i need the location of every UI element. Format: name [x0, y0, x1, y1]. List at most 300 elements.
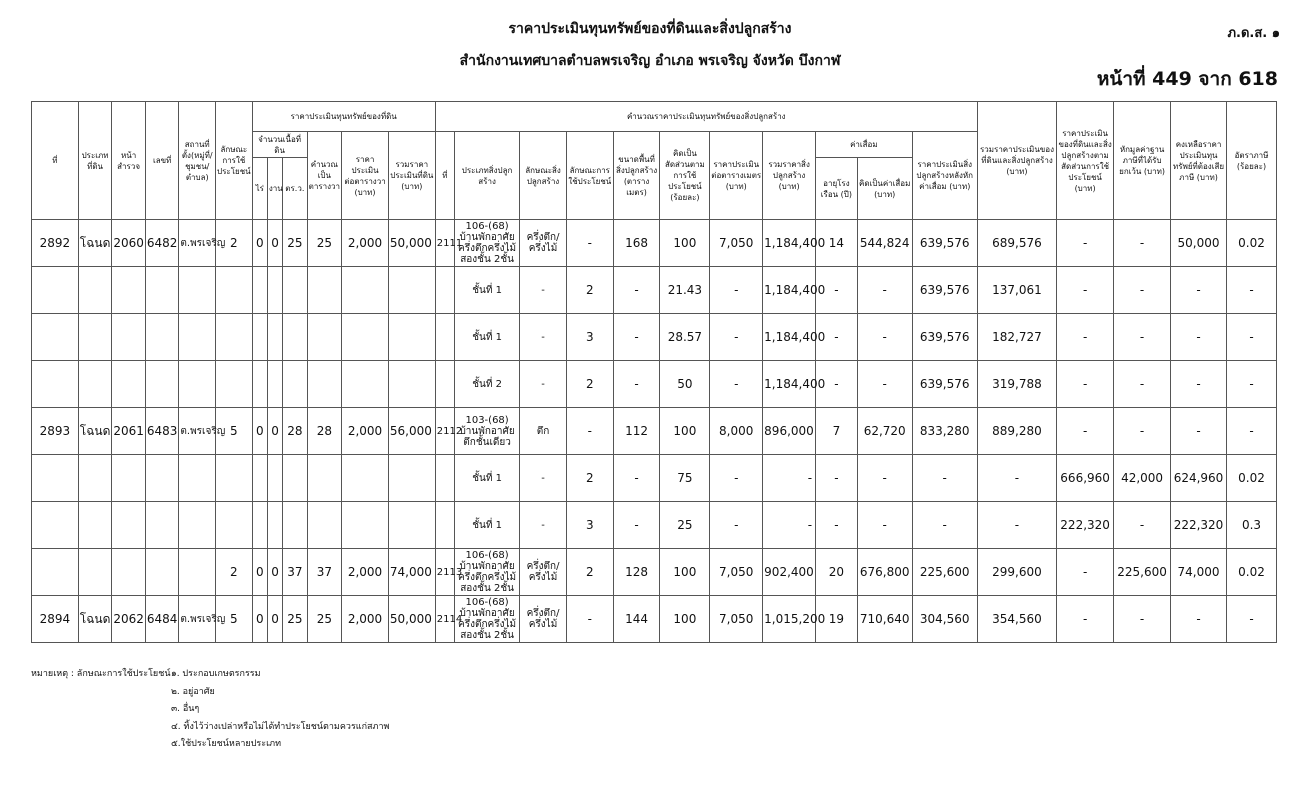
- col-ngan: งาน: [267, 158, 282, 220]
- cell-total: 354,560: [977, 596, 1056, 643]
- cell-building-pct: 100: [660, 220, 710, 267]
- col-usage: ลักษณะการใช้ประโยชน์: [216, 102, 253, 220]
- cell-rate: -: [1226, 361, 1276, 408]
- col-taxable: คงเหลือราคาประเมินทุนทรัพย์ที่ต้องเสียภาษี (บาท): [1171, 102, 1227, 220]
- cell-dep-value: -: [857, 455, 912, 502]
- cell-wa: [283, 455, 307, 502]
- cell-total: 137,061: [977, 267, 1056, 314]
- cell-building-size: 144: [613, 596, 660, 643]
- cell-building-kind: -: [520, 361, 567, 408]
- cell-building-size: -: [613, 361, 660, 408]
- cell-no: 2892: [32, 220, 79, 267]
- cell-no: [32, 361, 79, 408]
- page-number: หน้าที่ 449 จาก 618: [1096, 68, 1278, 90]
- cell-no: [32, 455, 79, 502]
- notes: [31, 666, 389, 754]
- cell-building-kind: ครึ่งตึก/ครึ่งไม้: [520, 220, 567, 267]
- cell-location: [179, 267, 216, 314]
- cell-ngan: [267, 361, 282, 408]
- col-building-price-sqm: ราคาประเมินต่อตารางเมตร (บาท): [710, 132, 763, 220]
- col-dep-value: คิดเป็นค่าเสื่อม (บาท): [857, 158, 912, 220]
- form-code: ภ.ด.ส. ๑: [1227, 26, 1280, 41]
- group-depreciation: ค่าเสื่อม: [816, 132, 913, 158]
- cell-building-no: [435, 502, 454, 549]
- table-row: [32, 220, 1277, 267]
- cell-building-kind: -: [520, 502, 567, 549]
- cell-ratio-value: -: [1057, 361, 1114, 408]
- cell-building-total: 1,184,400: [763, 314, 816, 361]
- cell-usage: 2: [216, 549, 253, 596]
- table-row: [32, 408, 1277, 455]
- cell-taxable: -: [1171, 596, 1227, 643]
- cell-building-usage: 2: [566, 361, 613, 408]
- cell-building-kind: ครึ่งตึก/ครึ่งไม้: [520, 596, 567, 643]
- cell-doc-no: [145, 361, 179, 408]
- cell-rate: -: [1226, 267, 1276, 314]
- cell-location: ต.พรเจริญ: [179, 408, 216, 455]
- cell-price-per-wa: 2,000: [342, 549, 389, 596]
- cell-calc-sqwa: 25: [307, 220, 342, 267]
- cell-land-total: [388, 502, 435, 549]
- cell-exempt: -: [1114, 220, 1171, 267]
- cell-calc-sqwa: 28: [307, 408, 342, 455]
- group-area: จำนวนเนื้อที่ดิน: [252, 132, 307, 158]
- cell-doc-no: 6482: [145, 220, 179, 267]
- cell-price-per-wa: 2,000: [342, 220, 389, 267]
- cell-no: [32, 502, 79, 549]
- cell-building-type: 106-(68) บ้านพักอาศัยครึ่งตึกครึ่งไม้สองชั้น 2ชั้น: [455, 549, 520, 596]
- cell-calc-sqwa: [307, 455, 342, 502]
- cell-land-total: 50,000: [388, 596, 435, 643]
- cell-after-dep: -: [912, 502, 977, 549]
- cell-price-per-wa: [342, 267, 389, 314]
- cell-doc-type: โฉนด: [78, 408, 112, 455]
- cell-building-no: 2113: [435, 549, 454, 596]
- cell-doc-no: [145, 314, 179, 361]
- cell-usage: [216, 267, 253, 314]
- cell-usage: 2: [216, 220, 253, 267]
- col-total: รวมราคาประเมินของที่ดินและสิ่งปลูกสร้าง (บาท): [977, 102, 1056, 220]
- cell-rai: 0: [252, 220, 267, 267]
- col-building-no: ที่: [435, 132, 454, 220]
- cell-building-no: [435, 455, 454, 502]
- cell-age: 19: [816, 596, 858, 643]
- cell-ngan: [267, 502, 282, 549]
- col-building-total: รวมราคาสิ่งปลูกสร้าง (บาท): [763, 132, 816, 220]
- cell-usage: [216, 502, 253, 549]
- cell-ngan: [267, 314, 282, 361]
- cell-rai: 0: [252, 596, 267, 643]
- cell-calc-sqwa: [307, 314, 342, 361]
- cell-wa: 37: [283, 549, 307, 596]
- cell-doc-no: [145, 455, 179, 502]
- cell-after-dep: 639,576: [912, 361, 977, 408]
- cell-dep-value: -: [857, 267, 912, 314]
- cell-no: 2893: [32, 408, 79, 455]
- cell-dep-value: 710,640: [857, 596, 912, 643]
- cell-no: [32, 314, 79, 361]
- cell-age: 20: [816, 549, 858, 596]
- cell-ratio-value: -: [1057, 549, 1114, 596]
- table-row: [32, 596, 1277, 643]
- cell-total: -: [977, 455, 1056, 502]
- col-exempt: หักมูลค่าฐานภาษีที่ได้รับยกเว้น (บาท): [1114, 102, 1171, 220]
- cell-rai: [252, 361, 267, 408]
- cell-doc-type: โฉนด: [78, 596, 112, 643]
- cell-taxable: -: [1171, 361, 1227, 408]
- cell-after-dep: 225,600: [912, 549, 977, 596]
- cell-usage: 5: [216, 408, 253, 455]
- cell-wa: [283, 361, 307, 408]
- cell-rate: 0.02: [1226, 220, 1276, 267]
- cell-building-pct: 100: [660, 596, 710, 643]
- cell-building-type: ชั้นที่ 1: [455, 267, 520, 314]
- cell-building-total: 1,184,400: [763, 267, 816, 314]
- cell-building-price-sqm: 7,050: [710, 549, 763, 596]
- cell-after-dep: 639,576: [912, 314, 977, 361]
- cell-building-usage: 2: [566, 455, 613, 502]
- cell-dep-value: 544,824: [857, 220, 912, 267]
- col-price-per-wa: ราคาประเมินต่อตารางวา (บาท): [342, 132, 389, 220]
- cell-taxable: 50,000: [1171, 220, 1227, 267]
- cell-location: [179, 502, 216, 549]
- cell-building-price-sqm: -: [710, 314, 763, 361]
- cell-building-total: -: [763, 455, 816, 502]
- cell-survey-page: [112, 267, 146, 314]
- cell-ratio-value: 222,320: [1057, 502, 1114, 549]
- table-row: [32, 502, 1277, 549]
- cell-rate: -: [1226, 314, 1276, 361]
- cell-usage: [216, 361, 253, 408]
- table-row: [32, 267, 1277, 314]
- col-calc-sqwa: คำนวณเป็นตารางวา: [307, 132, 342, 220]
- cell-age: 7: [816, 408, 858, 455]
- notes-label: หมายเหตุ : ลักษณะการใช้ประโยชน์: [31, 669, 171, 679]
- table-row: [32, 549, 1277, 596]
- cell-dep-value: -: [857, 502, 912, 549]
- cell-building-type: 106-(68) บ้านพักอาศัยครึ่งตึกครึ่งไม้สองชั้น 2ชั้น: [455, 220, 520, 267]
- page-title: ราคาประเมินทุนทรัพย์ของที่ดินและสิ่งปลูกสร้าง: [508, 21, 792, 37]
- cell-taxable: 222,320: [1171, 502, 1227, 549]
- cell-ngan: 0: [267, 408, 282, 455]
- cell-taxable: 74,000: [1171, 549, 1227, 596]
- cell-doc-no: 6484: [145, 596, 179, 643]
- cell-age: -: [816, 361, 858, 408]
- cell-building-size: -: [613, 455, 660, 502]
- cell-ngan: 0: [267, 220, 282, 267]
- cell-building-no: 2111: [435, 220, 454, 267]
- cell-wa: 28: [283, 408, 307, 455]
- cell-survey-page: [112, 455, 146, 502]
- cell-taxable: -: [1171, 408, 1227, 455]
- group-land: ราคาประเมินทุนทรัพย์ของที่ดิน: [252, 102, 435, 132]
- cell-land-total: [388, 455, 435, 502]
- cell-price-per-wa: 2,000: [342, 596, 389, 643]
- cell-survey-page: 2061: [112, 408, 146, 455]
- col-no: ที่: [32, 102, 79, 220]
- cell-building-total: 902,400: [763, 549, 816, 596]
- table-body: [32, 220, 1277, 643]
- cell-after-dep: 639,576: [912, 267, 977, 314]
- cell-rai: 0: [252, 408, 267, 455]
- cell-land-total: [388, 361, 435, 408]
- cell-taxable: -: [1171, 314, 1227, 361]
- cell-age: 14: [816, 220, 858, 267]
- cell-building-size: -: [613, 267, 660, 314]
- cell-survey-page: [112, 549, 146, 596]
- col-building-size: ขนาดพื้นที่สิ่งปลูกสร้าง (ตารางเมตร): [613, 132, 660, 220]
- cell-building-price-sqm: -: [710, 455, 763, 502]
- cell-doc-no: [145, 267, 179, 314]
- cell-location: [179, 361, 216, 408]
- cell-building-total: 1,015,200: [763, 596, 816, 643]
- cell-after-dep: 639,576: [912, 220, 977, 267]
- col-land-total: รวมราคาประเมินที่ดิน (บาท): [388, 132, 435, 220]
- note-item: ๔. ทิ้งไว้ว่างเปล่าหรือไม่ได้ทำประโยชน์ตามควรแก่สภาพ: [171, 721, 390, 732]
- cell-building-price-sqm: 7,050: [710, 220, 763, 267]
- cell-total: 299,600: [977, 549, 1056, 596]
- cell-building-size: 168: [613, 220, 660, 267]
- cell-total: 689,576: [977, 220, 1056, 267]
- cell-exempt: -: [1114, 408, 1171, 455]
- cell-building-price-sqm: 7,050: [710, 596, 763, 643]
- cell-location: ต.พรเจริญ: [179, 220, 216, 267]
- cell-total: -: [977, 502, 1056, 549]
- cell-building-price-sqm: -: [710, 502, 763, 549]
- cell-building-total: -: [763, 502, 816, 549]
- col-after-dep: ราคาประเมินสิ่งปลูกสร้างหลังหักค่าเสื่อม (บาท): [912, 132, 977, 220]
- cell-wa: 25: [283, 596, 307, 643]
- cell-wa: [283, 267, 307, 314]
- cell-location: [179, 455, 216, 502]
- col-building-kind: ลักษณะสิ่งปลูกสร้าง: [520, 132, 567, 220]
- cell-building-pct: 100: [660, 549, 710, 596]
- cell-building-no: [435, 267, 454, 314]
- cell-building-kind: ตึก: [520, 408, 567, 455]
- cell-ratio-value: -: [1057, 314, 1114, 361]
- col-location: สถานที่ตั้ง(หมู่ที่/ชุมชน/ตำบล): [179, 102, 216, 220]
- cell-calc-sqwa: 25: [307, 596, 342, 643]
- cell-usage: [216, 455, 253, 502]
- cell-building-usage: -: [566, 220, 613, 267]
- cell-wa: [283, 502, 307, 549]
- cell-rate: 0.02: [1226, 455, 1276, 502]
- cell-land-total: 74,000: [388, 549, 435, 596]
- cell-price-per-wa: [342, 455, 389, 502]
- cell-wa: 25: [283, 220, 307, 267]
- cell-rate: 0.3: [1226, 502, 1276, 549]
- cell-building-kind: -: [520, 314, 567, 361]
- cell-rate: -: [1226, 596, 1276, 643]
- cell-exempt: -: [1114, 361, 1171, 408]
- cell-survey-page: [112, 502, 146, 549]
- cell-building-size: -: [613, 314, 660, 361]
- note-item: ๑. ประกอบเกษตรกรรม: [171, 669, 261, 679]
- note-item: ๓. อื่นๆ: [171, 704, 200, 714]
- cell-building-size: 112: [613, 408, 660, 455]
- cell-building-pct: 50: [660, 361, 710, 408]
- cell-price-per-wa: 2,000: [342, 408, 389, 455]
- cell-taxable: -: [1171, 267, 1227, 314]
- cell-building-price-sqm: -: [710, 361, 763, 408]
- cell-ratio-value: -: [1057, 408, 1114, 455]
- cell-building-total: 1,184,400: [763, 220, 816, 267]
- cell-rate: -: [1226, 408, 1276, 455]
- cell-ratio-value: -: [1057, 596, 1114, 643]
- cell-building-pct: 21.43: [660, 267, 710, 314]
- col-age: อายุโรงเรือน (ปี): [816, 158, 858, 220]
- cell-rai: [252, 267, 267, 314]
- col-building-pct: คิดเป็นสัดส่วนตามการใช้ประโยชน์ (ร้อยละ): [660, 132, 710, 220]
- cell-land-total: [388, 267, 435, 314]
- cell-calc-sqwa: [307, 502, 342, 549]
- cell-ratio-value: 666,960: [1057, 455, 1114, 502]
- cell-usage: 5: [216, 596, 253, 643]
- cell-building-pct: 28.57: [660, 314, 710, 361]
- cell-doc-type: โฉนด: [78, 220, 112, 267]
- cell-rate: 0.02: [1226, 549, 1276, 596]
- cell-ngan: 0: [267, 596, 282, 643]
- cell-rai: [252, 455, 267, 502]
- cell-no: [32, 267, 79, 314]
- cell-building-price-sqm: 8,000: [710, 408, 763, 455]
- cell-rai: 0: [252, 549, 267, 596]
- cell-exempt: -: [1114, 267, 1171, 314]
- group-building: คำนวณราคาประเมินทุนทรัพย์ของสิ่งปลูกสร้าง: [435, 102, 977, 132]
- cell-survey-page: [112, 314, 146, 361]
- cell-survey-page: 2060: [112, 220, 146, 267]
- cell-location: [179, 549, 216, 596]
- cell-after-dep: -: [912, 455, 977, 502]
- cell-exempt: -: [1114, 502, 1171, 549]
- cell-building-pct: 25: [660, 502, 710, 549]
- cell-dep-value: 676,800: [857, 549, 912, 596]
- col-doc-no: เลขที่: [145, 102, 179, 220]
- cell-building-type: ชั้นที่ 1: [455, 502, 520, 549]
- cell-rai: [252, 502, 267, 549]
- cell-calc-sqwa: [307, 361, 342, 408]
- cell-location: ต.พรเจริญ: [179, 596, 216, 643]
- cell-building-size: 128: [613, 549, 660, 596]
- cell-land-total: [388, 314, 435, 361]
- cell-doc-type: [78, 361, 112, 408]
- cell-building-type: 106-(68) บ้านพักอาศัยครึ่งตึกครึ่งไม้สองชั้น 2ชั้น: [455, 596, 520, 643]
- cell-building-usage: 2: [566, 549, 613, 596]
- cell-building-usage: 2: [566, 267, 613, 314]
- col-doc-type: ประเภทที่ดิน: [78, 102, 112, 220]
- col-rate: อัตราภาษี (ร้อยละ): [1226, 102, 1276, 220]
- cell-building-size: -: [613, 502, 660, 549]
- cell-exempt: 42,000: [1114, 455, 1171, 502]
- cell-dep-value: 62,720: [857, 408, 912, 455]
- cell-total: 889,280: [977, 408, 1056, 455]
- cell-building-no: [435, 361, 454, 408]
- cell-land-total: 50,000: [388, 220, 435, 267]
- cell-calc-sqwa: [307, 267, 342, 314]
- cell-ngan: [267, 267, 282, 314]
- cell-doc-no: [145, 502, 179, 549]
- cell-age: -: [816, 502, 858, 549]
- cell-taxable: 624,960: [1171, 455, 1227, 502]
- cell-price-per-wa: [342, 361, 389, 408]
- cell-ngan: 0: [267, 549, 282, 596]
- cell-building-no: 2114: [435, 596, 454, 643]
- cell-building-kind: ครึ่งตึก/ครึ่งไม้: [520, 549, 567, 596]
- cell-location: [179, 314, 216, 361]
- note-item: ๕.ใช้ประโยชน์หลายประเภท: [171, 739, 282, 749]
- cell-doc-type: [78, 267, 112, 314]
- cell-doc-type: [78, 502, 112, 549]
- cell-building-type: 103-(68) บ้านพักอาศัยตึกชั้นเดียว: [455, 408, 520, 455]
- cell-doc-no: 6483: [145, 408, 179, 455]
- cell-total: 319,788: [977, 361, 1056, 408]
- cell-after-dep: 833,280: [912, 408, 977, 455]
- note-item: ๒. อยู่อาศัย: [171, 686, 215, 697]
- cell-wa: [283, 314, 307, 361]
- cell-usage: [216, 314, 253, 361]
- table-row: [32, 361, 1277, 408]
- cell-building-pct: 75: [660, 455, 710, 502]
- cell-building-pct: 100: [660, 408, 710, 455]
- cell-building-usage: 3: [566, 502, 613, 549]
- col-ratio-value: ราคาประเมินของที่ดินและสิ่งปลูกสร้างตามสัดส่วนการใช้ประโยชน์ (บาท): [1057, 102, 1114, 220]
- cell-building-kind: -: [520, 267, 567, 314]
- cell-exempt: -: [1114, 596, 1171, 643]
- cell-building-type: ชั้นที่ 2: [455, 361, 520, 408]
- cell-calc-sqwa: 37: [307, 549, 342, 596]
- cell-price-per-wa: [342, 314, 389, 361]
- cell-ratio-value: -: [1057, 267, 1114, 314]
- cell-survey-page: 2062: [112, 596, 146, 643]
- cell-land-total: 56,000: [388, 408, 435, 455]
- cell-ngan: [267, 455, 282, 502]
- cell-building-usage: -: [566, 596, 613, 643]
- cell-doc-type: [78, 314, 112, 361]
- col-building-type: ประเภทสิ่งปลูกสร้าง: [455, 132, 520, 220]
- col-building-usage: ลักษณะการใช้ประโยชน์: [566, 132, 613, 220]
- cell-doc-type: [78, 455, 112, 502]
- cell-no: [32, 549, 79, 596]
- page-subtitle: สำนักงานเทศบาลตำบลพรเจริญ อำเภอ พรเจริญ จังหวัด บึงกาฬ: [459, 53, 841, 69]
- cell-building-no: [435, 314, 454, 361]
- cell-ratio-value: -: [1057, 220, 1114, 267]
- col-rai: ไร่: [252, 158, 267, 220]
- cell-building-price-sqm: -: [710, 267, 763, 314]
- table-header: [32, 102, 1277, 220]
- cell-no: 2894: [32, 596, 79, 643]
- table-row: [32, 314, 1277, 361]
- cell-rai: [252, 314, 267, 361]
- cell-age: -: [816, 267, 858, 314]
- cell-age: -: [816, 455, 858, 502]
- cell-building-usage: -: [566, 408, 613, 455]
- cell-dep-value: -: [857, 361, 912, 408]
- cell-exempt: 225,600: [1114, 549, 1171, 596]
- cell-building-total: 1,184,400: [763, 361, 816, 408]
- cell-dep-value: -: [857, 314, 912, 361]
- assessment-table: [31, 101, 1277, 643]
- cell-after-dep: 304,560: [912, 596, 977, 643]
- col-wa: ตร.ว.: [283, 158, 307, 220]
- cell-building-type: ชั้นที่ 1: [455, 314, 520, 361]
- cell-exempt: -: [1114, 314, 1171, 361]
- cell-survey-page: [112, 361, 146, 408]
- table-row: [32, 455, 1277, 502]
- cell-building-kind: -: [520, 455, 567, 502]
- cell-doc-type: [78, 549, 112, 596]
- cell-total: 182,727: [977, 314, 1056, 361]
- cell-doc-no: [145, 549, 179, 596]
